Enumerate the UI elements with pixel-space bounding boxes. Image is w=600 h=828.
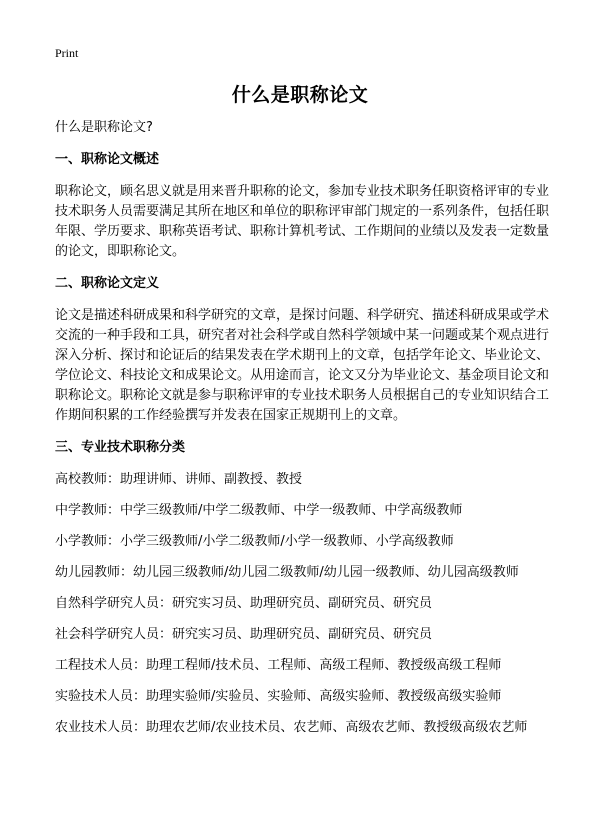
category-item-primary-school: 小学教师：小学三级教师/小学二级教师/小学一级教师、小学高级教师 [55,534,454,549]
section-heading-definition: 二、职称论文定义 [55,276,160,291]
category-list [55,470,549,738]
category-item-engineering: 工程技术人员：助理工程师/技术员、工程师、高级工程师、教授级高级工程师 [55,658,502,673]
section-body-overview: 职称论文，顾名思义就是用来晋升职称的论文，参加专业技术职务任职资格评审的专业技术职务人员需要满足其所在地区和单位的职称评审部门规定的一系列条件，包括任职年限、学历要求、职称英语考试、职称计算机考试、工作期间的业绩以及发表一定数量的论文，即职称论文。 [55,184,550,259]
category-item-natural-science: 自然科学研究人员：研究实习员、助理研究员、副研究员、研究员 [55,596,433,611]
print-link[interactable]: Print [55,46,79,60]
intro-question: 什么是职称论文? [55,120,153,135]
section-heading-categories: 三、专业技术职称分类 [55,440,186,455]
page-title: 什么是职称论文 [231,84,369,106]
category-item-university: 高校教师：助理讲师、讲师、副教授、教授 [55,472,303,487]
article-body [55,118,549,749]
section-body-definition: 论文是描述科研成果和科学研究的文章，是探讨问题、科学研究、描述科研成果或学术交流的一种手段和工具，研究者对社会科学或自然科学领域中某一问题或某个观点进行深入分析、探讨和论证后的结果发表在学术期刊上的文章，包括学年论文、毕业论文、学位论文、科技论文和成果论文。从用途而言，论文又分为毕业论文、基金项目论文和职称论文。职称论文就是参与职称评审的专业技术职务人员根据自己的专业知识结合工作期间积累的工作经验撰写并发表在国家正规期刊上的文章。 [55,308,550,423]
category-item-middle-school: 中学教师：中学三级教师/中学二级教师、中学一级教师、中学高级教师 [55,503,463,518]
section-heading-overview: 一、职称论文概述 [55,152,160,167]
category-item-kindergarten: 幼儿园教师：幼儿园三级教师/幼儿园二级教师/幼儿园一级教师、幼儿园高级教师 [55,565,519,580]
category-item-agriculture: 农业技术人员：助理农艺师/农业技术员、农艺师、高级农艺师、教授级高级农艺师 [55,720,528,735]
category-item-social-science: 社会科学研究人员：研究实习员、助理研究员、副研究员、研究员 [55,627,433,642]
category-item-laboratory: 实验技术人员：助理实验师/实验员、实验师、高级实验师、教授级高级实验师 [55,689,502,704]
